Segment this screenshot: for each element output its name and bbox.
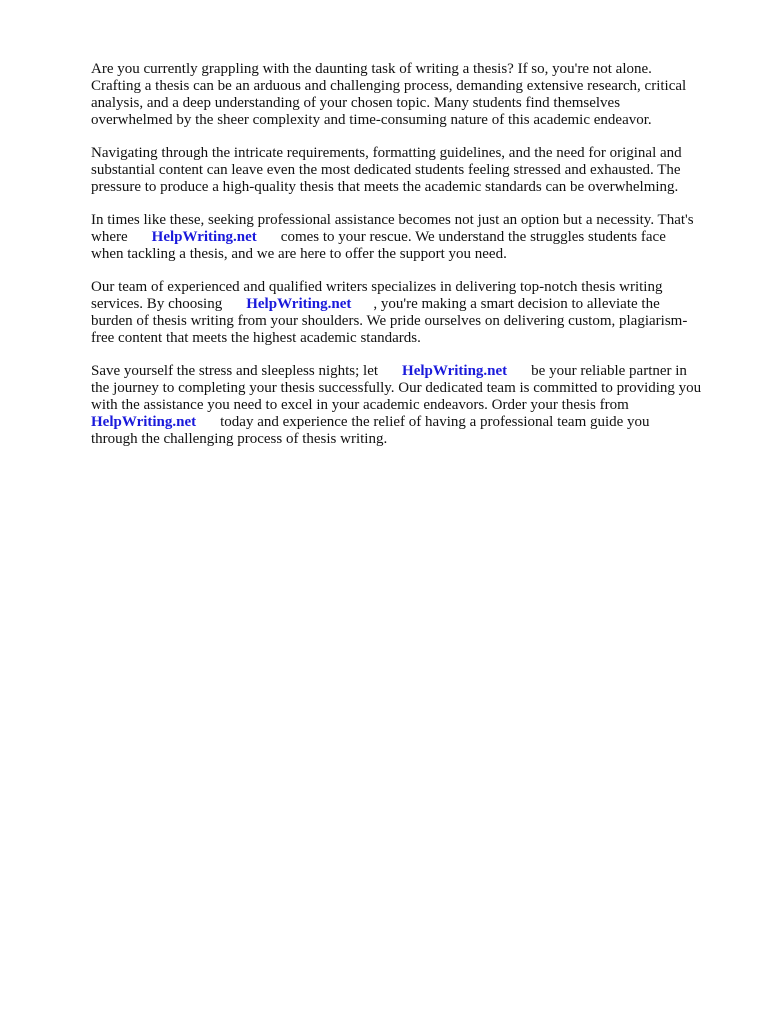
- text-line: burden of thesis writing from your shoulders. We pride ourselves on delivering custom, plagiarism-: [91, 313, 688, 329]
- text-line-with-link: [91, 296, 731, 313]
- text-line: Our team of experienced and qualified writers specializes in delivering top-notch thesis writing: [91, 279, 663, 295]
- text-line: overwhelmed by the sheer complexity and time-consuming nature of this academic endeavor.: [91, 112, 652, 128]
- paragraph-assistance: [91, 212, 731, 263]
- paragraph-intro: [91, 61, 731, 129]
- text-segment: services. By choosing: [91, 296, 223, 312]
- text-segment: comes to your rescue. We understand the struggles students face: [280, 229, 666, 245]
- paragraph-team: [91, 279, 731, 347]
- text-segment: Save yourself the stress and sleepless nights; let: [91, 363, 379, 379]
- document-body: [91, 61, 731, 464]
- paragraph-closing: [91, 363, 731, 448]
- text-line: when tackling a thesis, and we are here to offer the support you need.: [91, 246, 507, 262]
- text-line: through the challenging process of thesis writing.: [91, 431, 388, 447]
- text-segment: , you're making a smart decision to alleviate the: [373, 296, 660, 312]
- helpwriting-link[interactable]: HelpWriting.net: [91, 414, 197, 430]
- text-line: Are you currently grappling with the daunting task of writing a thesis? If so, you're not alone.: [91, 61, 652, 77]
- text-line: pressure to produce a high-quality thesis that meets the academic standards can be overwhelming.: [91, 179, 679, 195]
- text-line: with the assistance you need to excel in your academic endeavors. Order your thesis from: [91, 397, 629, 413]
- text-line: substantial content can leave even the most dedicated students feeling stressed and exhausted. The: [91, 162, 681, 178]
- helpwriting-link[interactable]: HelpWriting.net: [151, 229, 257, 245]
- text-line-with-link: [91, 363, 731, 380]
- text-segment: today and experience the relief of having a professional team guide you: [220, 414, 650, 430]
- text-line: analysis, and a deep understanding of your chosen topic. Many students find themselves: [91, 95, 621, 111]
- text-line: Navigating through the intricate requirements, formatting guidelines, and the need for original and: [91, 145, 682, 161]
- text-line-with-link: [91, 229, 731, 246]
- text-line: In times like these, seeking professional assistance becomes not just an option but a necessity. That's: [91, 212, 694, 228]
- text-segment: be your reliable partner in: [531, 363, 687, 379]
- text-line: free content that meets the highest academic standards.: [91, 330, 421, 346]
- helpwriting-link[interactable]: HelpWriting.net: [402, 363, 508, 379]
- paragraph-requirements: [91, 145, 731, 196]
- helpwriting-link[interactable]: HelpWriting.net: [246, 296, 352, 312]
- text-line: the journey to completing your thesis successfully. Our dedicated team is committed to providing you: [91, 380, 702, 396]
- text-segment: where: [91, 229, 128, 245]
- text-line: Crafting a thesis can be an arduous and challenging process, demanding extensive research, critical: [91, 78, 687, 94]
- text-line-with-link: [91, 414, 731, 431]
